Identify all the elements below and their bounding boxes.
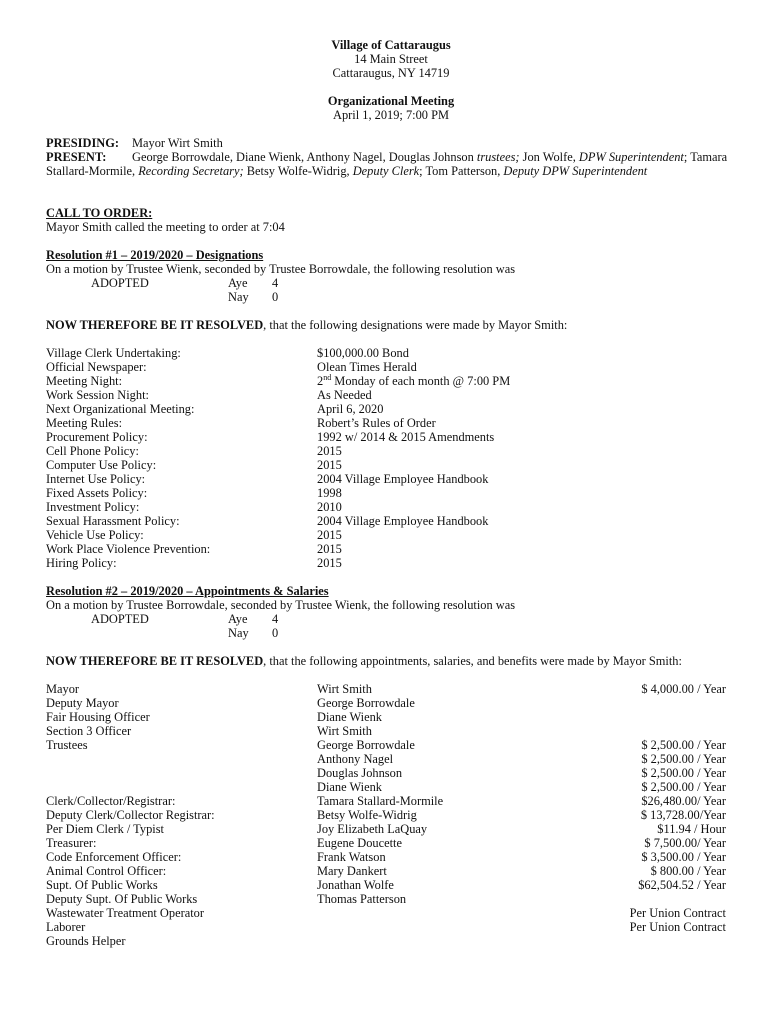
designation-value: 1992 w/ 2014 & 2015 Amendments bbox=[317, 430, 495, 444]
call-to-order-heading: CALL TO ORDER: bbox=[46, 206, 153, 220]
call-to-order-text: Mayor Smith called the meeting to order at 7:04 bbox=[46, 220, 285, 234]
appointment-position: Deputy Mayor bbox=[46, 696, 119, 710]
appointment-position: Animal Control Officer: bbox=[46, 864, 167, 878]
designation-row bbox=[46, 486, 736, 500]
appointment-salary: $ 2,500.00 / Year bbox=[641, 766, 726, 780]
nay-label: Nay bbox=[228, 626, 249, 640]
resolved-bold: NOW THEREFORE BE IT RESOLVED bbox=[46, 318, 264, 332]
appointment-name: Anthony Nagel bbox=[317, 752, 394, 766]
resolution-1-section bbox=[46, 248, 736, 570]
appointment-position: Code Enforcement Officer: bbox=[46, 850, 182, 864]
aye-count: 4 bbox=[272, 612, 279, 626]
present-names-2: Jon Wolfe, bbox=[519, 150, 579, 164]
appointment-row bbox=[46, 836, 736, 850]
presiding-value: Mayor Wirt Smith bbox=[132, 136, 223, 150]
appointment-position: Clerk/Collector/Registrar: bbox=[46, 794, 176, 808]
appointment-name: Eugene Doucette bbox=[317, 836, 402, 850]
aye-count: 4 bbox=[272, 276, 279, 290]
appointment-position: Deputy Supt. Of Public Works bbox=[46, 892, 198, 906]
designations-list bbox=[46, 346, 736, 570]
appointment-name: Tamara Stallard-Mormile bbox=[317, 794, 444, 808]
designation-row bbox=[46, 388, 736, 402]
designation-label: Fixed Assets Policy: bbox=[46, 486, 148, 500]
resolved-text: , that the following designations were made by Mayor Smith: bbox=[263, 318, 568, 332]
designation-row bbox=[46, 402, 736, 416]
resolution-2-motion: On a motion by Trustee Borrowdale, seconded by Trustee Wienk, the following resolution was bbox=[46, 598, 516, 612]
designation-label: Meeting Night: bbox=[46, 374, 123, 388]
designation-value: 2015 bbox=[317, 444, 342, 458]
appointment-row bbox=[46, 752, 736, 766]
designation-value: 2015 bbox=[317, 528, 342, 542]
appointment-salary: $ 13,728.00/Year bbox=[640, 808, 726, 822]
designation-value: Olean Times Herald bbox=[317, 360, 417, 374]
appointment-position: Per Diem Clerk / Typist bbox=[46, 822, 164, 836]
appointment-row bbox=[46, 850, 736, 864]
appointment-row bbox=[46, 724, 736, 738]
resolved-bold: NOW THEREFORE BE IT RESOLVED bbox=[46, 654, 264, 668]
present-role-4: Deputy Clerk bbox=[352, 164, 420, 178]
appointment-name: Mary Dankert bbox=[317, 864, 387, 878]
appointment-salary: $ 7,500.00/ Year bbox=[644, 836, 726, 850]
appointment-salary: Per Union Contract bbox=[629, 906, 726, 920]
designation-value: Robert’s Rules of Order bbox=[317, 416, 436, 430]
designation-label: Investment Policy: bbox=[46, 500, 140, 514]
nay-label: Nay bbox=[228, 290, 249, 304]
appointment-salary: $26,480.00/ Year bbox=[641, 794, 726, 808]
designation-label: Village Clerk Undertaking: bbox=[46, 346, 181, 360]
designation-row bbox=[46, 374, 736, 388]
document-page bbox=[46, 38, 736, 948]
designation-row bbox=[46, 472, 736, 486]
designation-value bbox=[317, 374, 510, 388]
street-address: 14 Main Street bbox=[354, 52, 428, 66]
appointment-name: Diane Wienk bbox=[317, 710, 382, 724]
designation-row bbox=[46, 458, 736, 472]
meeting-date: April 1, 2019; 7:00 PM bbox=[333, 108, 449, 122]
appointment-row bbox=[46, 906, 736, 920]
designation-value: $100,000.00 Bond bbox=[317, 346, 409, 360]
designation-label: Sexual Harassment Policy: bbox=[46, 514, 180, 528]
appointment-salary: $ 2,500.00 / Year bbox=[641, 738, 726, 752]
appointment-position: Wastewater Treatment Operator bbox=[46, 906, 204, 920]
appointment-row bbox=[46, 892, 736, 906]
letterhead bbox=[46, 38, 736, 122]
appointment-salary: Per Union Contract bbox=[629, 920, 726, 934]
resolution-1-heading: Resolution #1 – 2019/2020 – Designations bbox=[46, 248, 264, 262]
appointment-row bbox=[46, 920, 736, 934]
appointment-name: Betsy Wolfe-Widrig bbox=[317, 808, 417, 822]
appointment-row bbox=[46, 794, 736, 808]
designation-row bbox=[46, 430, 736, 444]
appointment-name: Thomas Patterson bbox=[317, 892, 407, 906]
designation-value-number: 2 bbox=[317, 374, 324, 388]
appointments-table bbox=[46, 682, 736, 948]
designation-value: As Needed bbox=[317, 388, 372, 402]
adopted-label: ADOPTED bbox=[91, 612, 149, 626]
appointment-row bbox=[46, 780, 736, 794]
resolved-text: , that the following appointments, salaries, and benefits were made by Mayor Smith: bbox=[263, 654, 682, 668]
attendance-block bbox=[46, 136, 736, 178]
appointment-salary: $62,504.52 / Year bbox=[638, 878, 726, 892]
appointment-name: George Borrowdale bbox=[317, 696, 415, 710]
designation-row bbox=[46, 542, 736, 556]
appointment-name: Diane Wienk bbox=[317, 780, 382, 794]
present-label: PRESENT: bbox=[46, 150, 107, 164]
designation-label: Work Place Violence Prevention: bbox=[46, 542, 211, 556]
resolution-1-aye-row bbox=[46, 276, 736, 290]
designation-row bbox=[46, 444, 736, 458]
appointment-salary: $ 2,500.00 / Year bbox=[641, 780, 726, 794]
designation-row bbox=[46, 360, 736, 374]
present-names-3: ; Tamara Stallard-Mormile, bbox=[46, 150, 728, 178]
appointment-position: Grounds Helper bbox=[46, 934, 126, 948]
designation-label: Next Organizational Meeting: bbox=[46, 402, 195, 416]
present-names-1: George Borrowdale, Diane Wienk, Anthony Nagel, Douglas Johnson bbox=[132, 150, 477, 164]
adopted-label: ADOPTED bbox=[91, 276, 149, 290]
appointment-salary: $ 2,500.00 / Year bbox=[641, 752, 726, 766]
designation-label: Work Session Night: bbox=[46, 388, 149, 402]
appointment-row bbox=[46, 696, 736, 710]
appointment-row bbox=[46, 682, 736, 696]
appointment-salary: $ 4,000.00 / Year bbox=[641, 682, 726, 696]
designation-label: Cell Phone Policy: bbox=[46, 444, 139, 458]
resolution-2-resolved bbox=[46, 654, 726, 668]
designation-value: April 6, 2020 bbox=[317, 402, 384, 416]
appointment-row bbox=[46, 710, 736, 724]
resolution-2-nay-row bbox=[46, 626, 736, 640]
designation-label: Meeting Rules: bbox=[46, 416, 123, 430]
appointment-position: Fair Housing Officer bbox=[46, 710, 150, 724]
nay-count: 0 bbox=[272, 290, 279, 304]
designation-value-suffix: nd bbox=[323, 372, 332, 382]
appointment-row bbox=[46, 822, 736, 836]
appointment-position: Section 3 Officer bbox=[46, 724, 132, 738]
designation-value: 2015 bbox=[317, 556, 342, 570]
appointment-position: Treasurer: bbox=[46, 836, 97, 850]
appointment-position: Mayor bbox=[46, 682, 80, 696]
appointment-salary: $ 800.00 / Year bbox=[650, 864, 726, 878]
appointment-salary: $ 3,500.00 / Year bbox=[641, 850, 726, 864]
designation-row bbox=[46, 514, 736, 528]
appointment-position: Trustees bbox=[46, 738, 88, 752]
designation-row bbox=[46, 346, 736, 360]
aye-label: Aye bbox=[228, 276, 248, 290]
appointment-row bbox=[46, 878, 736, 892]
call-to-order-section bbox=[46, 206, 736, 234]
designation-value: 2015 bbox=[317, 542, 342, 556]
appointment-row bbox=[46, 738, 736, 752]
resolution-1-motion: On a motion by Trustee Wienk, seconded by Trustee Borrowdale, the following resolution was bbox=[46, 262, 516, 276]
appointment-position: Deputy Clerk/Collector Registrar: bbox=[46, 808, 215, 822]
appointment-name: Joy Elizabeth LaQuay bbox=[317, 822, 428, 836]
designation-label: Official Newspaper: bbox=[46, 360, 147, 374]
appointment-row bbox=[46, 808, 736, 822]
resolution-2-section bbox=[46, 584, 736, 948]
appointment-row bbox=[46, 766, 736, 780]
designation-label: Procurement Policy: bbox=[46, 430, 148, 444]
resolution-1-nay-row bbox=[46, 290, 736, 304]
appointment-salary: $11.94 / Hour bbox=[657, 822, 726, 836]
village-name: Village of Cattaraugus bbox=[331, 38, 451, 52]
appointment-name: George Borrowdale bbox=[317, 738, 415, 752]
appointment-row bbox=[46, 864, 736, 878]
designation-value-rest: Monday of each month @ 7:00 PM bbox=[331, 374, 511, 388]
appointment-position: Supt. Of Public Works bbox=[46, 878, 158, 892]
appointment-name: Frank Watson bbox=[317, 850, 386, 864]
present-names-5: ; Tom Patterson, bbox=[419, 164, 504, 178]
designation-value: 1998 bbox=[317, 486, 342, 500]
present-role-5: Deputy DPW Superintendent bbox=[503, 164, 648, 178]
appointment-name: Jonathan Wolfe bbox=[317, 878, 394, 892]
meeting-title: Organizational Meeting bbox=[327, 94, 455, 108]
designation-row bbox=[46, 528, 736, 542]
resolution-2-heading: Resolution #2 – 2019/2020 – Appointments & Salaries bbox=[46, 584, 329, 598]
resolution-1-resolved bbox=[46, 318, 736, 332]
designation-label: Hiring Policy: bbox=[46, 556, 117, 570]
designation-row bbox=[46, 416, 736, 430]
aye-label: Aye bbox=[228, 612, 248, 626]
resolution-2-aye-row bbox=[46, 612, 736, 626]
nay-count: 0 bbox=[272, 626, 279, 640]
presiding-label: PRESIDING: bbox=[46, 136, 119, 150]
designation-row bbox=[46, 556, 736, 570]
designation-row bbox=[46, 500, 736, 514]
designation-label: Internet Use Policy: bbox=[46, 472, 146, 486]
present-names-4: Betsy Wolfe-Widrig, bbox=[243, 164, 353, 178]
appointment-name: Wirt Smith bbox=[317, 682, 372, 696]
present-role-2: DPW Superintendent bbox=[578, 150, 684, 164]
city-address: Cattaraugus, NY 14719 bbox=[332, 66, 450, 80]
present-role-3: Recording Secretary; bbox=[138, 164, 244, 178]
appointment-position: Laborer bbox=[46, 920, 86, 934]
appointment-row bbox=[46, 934, 736, 948]
appointment-name: Wirt Smith bbox=[317, 724, 372, 738]
designation-value: 2004 Village Employee Handbook bbox=[317, 514, 489, 528]
designation-value: 2004 Village Employee Handbook bbox=[317, 472, 489, 486]
present-role-1: trustees; bbox=[476, 150, 520, 164]
designation-label: Computer Use Policy: bbox=[46, 458, 157, 472]
designation-value: 2015 bbox=[317, 458, 342, 472]
designation-label: Vehicle Use Policy: bbox=[46, 528, 144, 542]
designation-value: 2010 bbox=[317, 500, 342, 514]
appointment-name: Douglas Johnson bbox=[317, 766, 403, 780]
